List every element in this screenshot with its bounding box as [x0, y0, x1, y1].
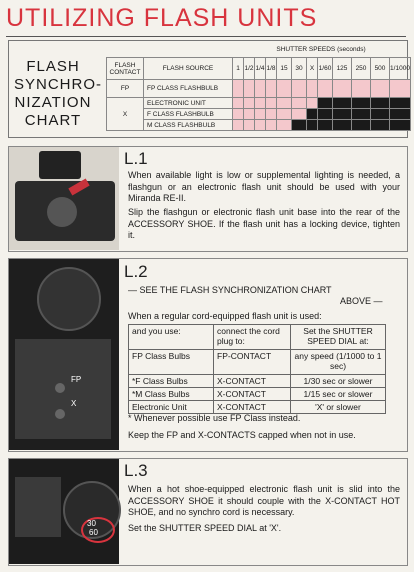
- row-source: *M Class Bulbs: [129, 388, 214, 401]
- sync-table: [128, 324, 386, 414]
- source-f-class: F CLASS FLASHBULB: [144, 109, 233, 120]
- header-you-use: and you use:: [129, 325, 214, 350]
- l2-see-chart-above: ABOVE —: [340, 296, 383, 306]
- chart-title: [14, 58, 103, 130]
- fp-contact-socket: [55, 383, 65, 393]
- speed-header: X: [307, 58, 318, 80]
- row-contact: X-CONTACT: [214, 388, 291, 401]
- l1-label: L.1: [124, 149, 148, 168]
- l2-camera-photo: [9, 259, 119, 450]
- x-contact-socket: [55, 409, 65, 419]
- row-source: FP Class Bulbs: [129, 350, 214, 375]
- row-speed: 1/15 sec or slower: [291, 388, 386, 401]
- speed-header: 1/8: [266, 58, 277, 80]
- speed-header: 1: [233, 58, 244, 80]
- col-flash-source: FLASH SOURCE: [144, 58, 233, 80]
- row-contact: X-CONTACT: [214, 401, 291, 414]
- speed-header: 1/2: [244, 58, 255, 80]
- l3-paragraph-2: Set the SHUTTER SPEED DIAL at 'X'.: [128, 523, 282, 533]
- source-electronic: ELECTRONIC UNIT: [144, 98, 233, 109]
- l3-label: L.3: [124, 461, 148, 480]
- source-m-class: M CLASS FLASHBULB: [144, 120, 233, 131]
- speed-header: 30: [292, 58, 307, 80]
- l2-capped: Keep the FP and X-CONTACTS capped when not in use.: [128, 430, 356, 440]
- l1-paragraph-2: Slip the flashgun or electronic flash unit base into the rear of the ACCESSORY SHOE. If the flash unit has a locking device, tighten it.: [128, 207, 400, 240]
- speed-header: 250: [352, 58, 371, 80]
- hot-shoe-image: [15, 477, 61, 537]
- row-speed: any speed (1/1000 to 1 sec): [291, 350, 386, 375]
- l1-camera-photo: [9, 147, 119, 250]
- speed-header: 1/1000: [390, 58, 411, 80]
- row-contact: FP-CONTACT: [214, 350, 291, 375]
- row-source: *F Class Bulbs: [129, 375, 214, 388]
- chart-title-line: FLASH: [26, 58, 80, 75]
- speed-header: 15: [277, 58, 292, 80]
- flash-chart-table: [106, 57, 411, 131]
- contact-fp: FP: [107, 80, 144, 98]
- l2-label: L.2: [124, 262, 148, 281]
- l2-see-chart: — SEE THE FLASH SYNCHRONIZATION CHART: [128, 285, 332, 295]
- l1-paragraph-1: When available light is low or supplemental lighting is needed, a flashgun or an electronic flash unit should be used with your Miranda RE-II.: [128, 170, 400, 203]
- shutter-speeds-header: SHUTTER SPEEDS (seconds): [276, 46, 366, 53]
- dial-number: 30: [87, 519, 96, 528]
- fp-contact-label: FP: [71, 375, 82, 384]
- chart-title-line: NIZATION: [14, 94, 92, 111]
- dial-number: 60: [89, 528, 98, 537]
- row-speed: 1/30 sec or slower: [291, 375, 386, 388]
- speed-header: 1/4: [255, 58, 266, 80]
- title-divider: [6, 36, 406, 37]
- speed-header: 125: [333, 58, 352, 80]
- l3-paragraph-1: When a hot shoe-equipped electronic flash unit is slid into the ACCESSORY SHOE it should couple with the X-CONTACT HOT SHOE, and no synchro cord is necessary.: [128, 484, 400, 517]
- contact-x: X: [107, 98, 144, 131]
- l3-camera-photo: [9, 459, 119, 564]
- speed-header: 1/60: [318, 58, 333, 80]
- l2-intro: When a regular cord-equipped flash unit is used:: [128, 311, 322, 321]
- col-flash-contact: FLASH CONTACT: [107, 58, 144, 80]
- page-title: UTILIZING FLASH UNITS: [6, 4, 318, 32]
- chart-title-line: SYNCHRO-: [14, 76, 103, 93]
- x-contact-label: X: [71, 399, 77, 408]
- speed-header: 500: [371, 58, 390, 80]
- shutter-dial-image: [37, 267, 101, 331]
- flash-unit-image: [39, 151, 81, 179]
- header-cord-plug: connect the cord plug to:: [214, 325, 291, 350]
- lens-image: [47, 197, 77, 227]
- source-fp: FP CLASS FLASHBULB: [144, 80, 233, 98]
- header-shutter-dial: Set the SHUTTER SPEED DIAL at:: [291, 325, 386, 350]
- row-speed: 'X' or slower: [291, 401, 386, 414]
- chart-title-line: CHART: [24, 112, 82, 129]
- l2-note: * Whenever possible use FP Class instead.: [128, 413, 301, 423]
- row-source: Electronic Unit: [129, 401, 214, 414]
- row-contact: X-CONTACT: [214, 375, 291, 388]
